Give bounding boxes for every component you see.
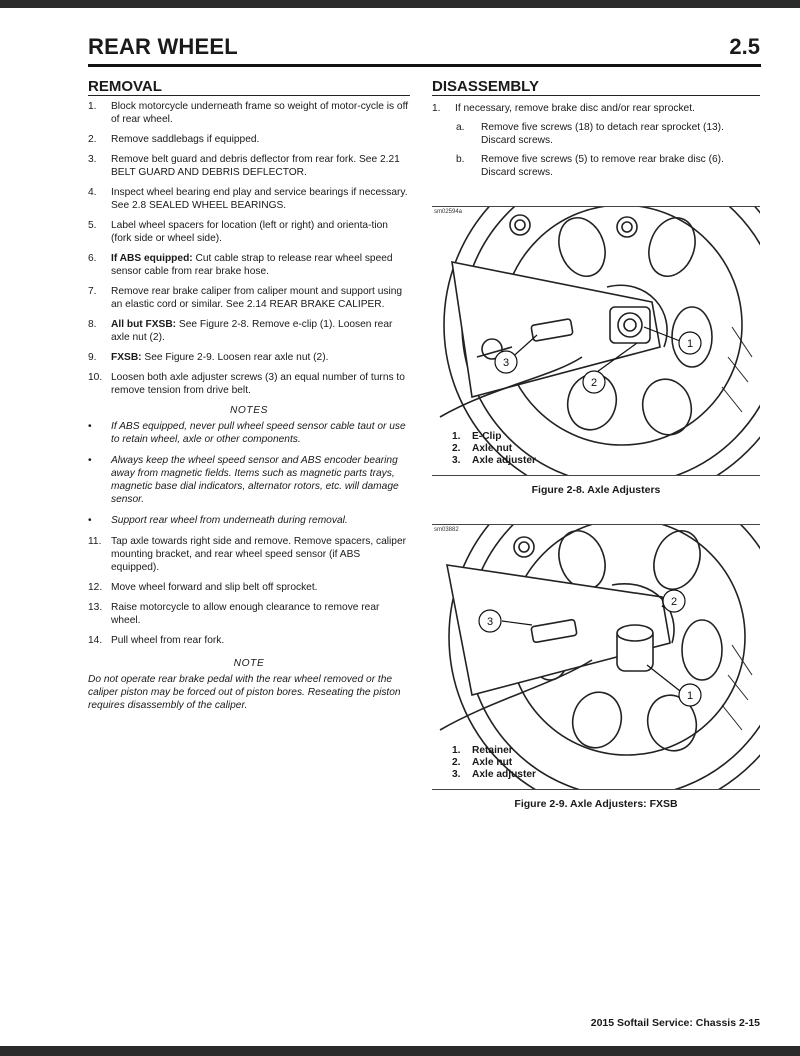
step-instruction: See Figure 2-9. Loosen rear axle nut (2).	[141, 352, 329, 363]
legend-item: 2. Axle nut	[452, 757, 513, 768]
removal-steps-second	[88, 535, 410, 647]
disassembly-substeps	[432, 121, 760, 179]
disassembly-rule	[432, 95, 760, 96]
disassembly-column	[432, 102, 760, 179]
step-condition: FXSB:	[111, 352, 142, 363]
removal-step	[88, 601, 410, 627]
substep-text: Remove five screws (18) to detach rear sprocket (13). Discard screws.	[481, 122, 724, 146]
step-text: Inspect wheel bearing end play and service bearings if necessary. See 2.8 SEALED WHEEL BEARINGS.	[111, 187, 408, 211]
removal-step	[88, 285, 410, 311]
figure-id: sm02594a	[434, 209, 463, 215]
step-number: 6.	[88, 253, 97, 264]
callout-3: 3	[502, 357, 510, 369]
step-text: Move wheel forward and slip belt off sprocket.	[111, 582, 318, 593]
step-number: 1.	[432, 103, 441, 114]
step-text	[111, 351, 410, 364]
step-text: Tap axle towards right side and remove. Remove spacers, caliper mounting bracket, and rear wheel speed sensor (if ABS equipped).	[111, 536, 407, 573]
figure-2-8	[432, 206, 760, 496]
step-text: Pull wheel from rear fork.	[111, 635, 225, 646]
step-condition: All but FXSB:	[111, 319, 177, 330]
removal-step	[88, 219, 410, 245]
step-number: 14.	[88, 635, 103, 646]
step-text: Block motorcycle underneath frame so weight of motor-cycle is off of rear wheel.	[111, 101, 409, 125]
legend-item: 3. Axle adjuster	[452, 455, 536, 466]
step-instruction: See Figure 2-8. Remove e-clip (1). Loosen rear axle nut (2).	[111, 319, 393, 343]
removal-step	[88, 133, 410, 146]
figure-2-8-legend	[452, 431, 536, 467]
note-heading: NOTE	[233, 658, 265, 669]
removal-rule	[88, 95, 410, 96]
bullet-icon: •	[88, 421, 92, 432]
caution-note: Do not operate rear brake pedal with the rear wheel removed or the caliper piston may be forced out of piston bores. Reseating the piston requires disassembly of the caliper.	[88, 674, 401, 711]
removal-step	[88, 535, 410, 574]
step-number: 8.	[88, 319, 97, 330]
figure-2-8-illustration	[432, 206, 760, 476]
removal-step	[88, 351, 410, 364]
page-title: REAR WHEEL	[88, 34, 238, 59]
callout-3: 3	[486, 616, 494, 628]
notes-list	[88, 420, 410, 527]
note-text: Always keep the wheel speed sensor and ABS encoder bearing away from magnetic fields. Items such as magnetic parts trays, magnetic base dial indicators, alternator rotors, etc. will damage sensor.	[111, 455, 399, 505]
removal-step	[88, 186, 410, 212]
figure-2-9	[432, 524, 760, 810]
step-text: Label wheel spacers for location (left or right) and orienta-tion (fork side or wheel side).	[111, 220, 388, 244]
figure-2-9-caption: Figure 2-9. Axle Adjusters: FXSB	[514, 798, 678, 810]
section-number: 2.5	[729, 34, 760, 59]
step-number: 4.	[88, 187, 97, 198]
figure-id: sm03882	[434, 527, 459, 533]
removal-heading: REMOVAL	[88, 78, 162, 95]
note-text: Support rear wheel from underneath during removal.	[111, 515, 348, 526]
step-condition: If ABS equipped:	[111, 253, 193, 264]
removal-step	[88, 634, 410, 647]
note-item	[88, 514, 410, 527]
step-text: Remove saddlebags if equipped.	[111, 134, 260, 145]
removal-step	[88, 318, 410, 344]
disassembly-substep	[432, 121, 760, 147]
step-text	[111, 252, 410, 278]
legend-item: 1. E-Clip	[452, 431, 502, 442]
callout-1: 1	[686, 690, 694, 702]
bullet-icon: •	[88, 515, 92, 526]
substep-letter: a.	[456, 122, 465, 133]
removal-step	[88, 371, 410, 397]
step-text: Loosen both axle adjuster screws (3) an equal number of turns to remove tension from drive belt.	[111, 372, 405, 396]
step-text	[111, 318, 410, 344]
removal-steps-first	[88, 100, 410, 397]
figure-2-9-illustration	[432, 524, 760, 790]
figure-2-8-caption: Figure 2-8. Axle Adjusters	[531, 484, 661, 496]
substep-text: Remove five screws (5) to remove rear brake disc (6). Discard screws.	[481, 154, 724, 178]
disassembly-substep	[432, 153, 760, 179]
legend-item: 3. Axle adjuster	[452, 769, 536, 780]
legend-item: 1. Retainer	[452, 745, 513, 756]
note-item	[88, 454, 410, 506]
notes-heading: NOTES	[229, 405, 269, 416]
step-number: 3.	[88, 154, 97, 165]
step-number: 7.	[88, 286, 97, 297]
step-text: If necessary, remove brake disc and/or rear sprocket.	[455, 103, 695, 114]
removal-step	[88, 252, 410, 278]
bullet-icon: •	[88, 455, 92, 466]
figure-2-9-legend	[452, 745, 536, 781]
callout-1: 1	[686, 338, 694, 350]
step-text: Remove belt guard and debris deflector from rear fork. See 2.21 BELT GUARD AND DEBRIS DEFLECTOR.	[111, 154, 400, 178]
step-number: 5.	[88, 220, 97, 231]
step-number: 1.	[88, 101, 97, 112]
removal-column	[88, 100, 410, 712]
step-number: 10.	[88, 372, 103, 383]
step-number: 9.	[88, 352, 97, 363]
disassembly-step	[432, 102, 760, 115]
step-text: Remove rear brake caliper from caliper mount and support using an elastic cord or similar. See 2.14 REAR BRAKE CALIPER.	[111, 286, 403, 310]
callout-2: 2	[670, 596, 678, 608]
removal-step	[88, 581, 410, 594]
bottom-edge-bar	[0, 1046, 800, 1056]
removal-step	[88, 100, 410, 126]
e-clip	[618, 313, 642, 337]
step-number: 13.	[88, 602, 103, 613]
callout-2: 2	[590, 377, 598, 389]
page-footer: 2015 Softail Service: Chassis 2-15	[590, 1017, 760, 1029]
top-edge-bar	[0, 0, 800, 8]
step-text: Raise motorcycle to allow enough clearance to remove rear wheel.	[111, 602, 380, 626]
title-rule	[88, 64, 761, 67]
note-text: If ABS equipped, never pull wheel speed sensor cable taut or use to retain wheel, axle or other components.	[111, 421, 406, 445]
disassembly-heading: DISASSEMBLY	[432, 78, 539, 95]
step-number: 11.	[88, 536, 102, 547]
note-item	[88, 420, 410, 446]
step-instruction: Cut cable strap to release rear wheel speed sensor cable from rear brake hose.	[111, 253, 393, 277]
removal-step	[88, 153, 410, 179]
substep-letter: b.	[456, 154, 465, 165]
step-number: 2.	[88, 134, 97, 145]
legend-item: 2. Axle nut	[452, 443, 513, 454]
step-number: 12.	[88, 582, 103, 593]
